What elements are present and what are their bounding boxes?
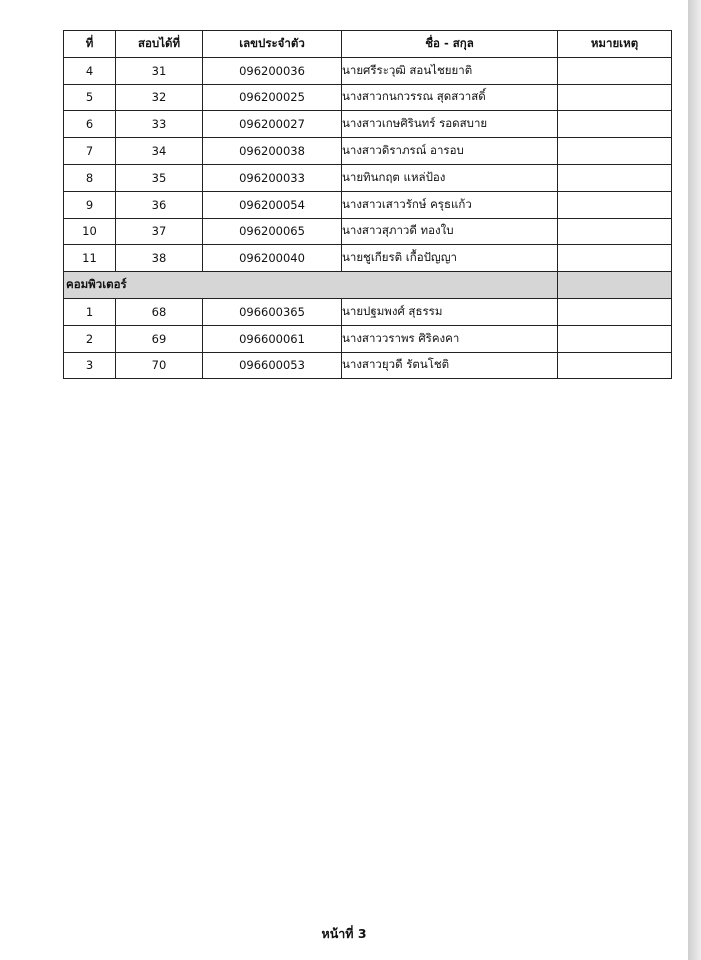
cell-no: 10 — [64, 218, 116, 245]
cell-note — [558, 325, 672, 352]
table-header-row — [64, 31, 672, 58]
cell-id: 096200033 — [203, 164, 342, 191]
table-row — [64, 57, 672, 84]
cell-rank: 36 — [116, 191, 203, 218]
cell-rank: 38 — [116, 245, 203, 272]
cell-no: 6 — [64, 111, 116, 138]
results-table — [63, 30, 672, 379]
section-label: คอมพิวเตอร์ — [64, 272, 558, 299]
cell-rank: 31 — [116, 57, 203, 84]
page-number: หน้าที่ 3 — [321, 926, 367, 941]
table-row — [64, 298, 672, 325]
table-row — [64, 191, 672, 218]
table-row — [64, 352, 672, 379]
cell-name: นางสาวดิราภรณ์ อารอบ — [342, 138, 558, 165]
cell-no: 3 — [64, 352, 116, 379]
cell-name: นางสาวยุวดี รัตนโชติ — [342, 352, 558, 379]
cell-rank: 34 — [116, 138, 203, 165]
cell-rank: 37 — [116, 218, 203, 245]
cell-no: 5 — [64, 84, 116, 111]
table-row — [64, 138, 672, 165]
table-row — [64, 164, 672, 191]
cell-note — [558, 298, 672, 325]
cell-name: นางสาวกนกวรรณ สุดสวาสดิ์ — [342, 84, 558, 111]
header-name: ชื่อ - สกุล — [342, 31, 558, 58]
cell-rank: 32 — [116, 84, 203, 111]
cell-note — [558, 352, 672, 379]
cell-no: 1 — [64, 298, 116, 325]
header-rank: สอบได้ที่ — [116, 31, 203, 58]
header-note: หมายเหตุ — [558, 31, 672, 58]
section-note-cell — [558, 272, 672, 299]
cell-no: 9 — [64, 191, 116, 218]
cell-id: 096200038 — [203, 138, 342, 165]
cell-rank: 68 — [116, 298, 203, 325]
cell-note — [558, 57, 672, 84]
cell-id: 096200054 — [203, 191, 342, 218]
cell-rank: 69 — [116, 325, 203, 352]
cell-no: 11 — [64, 245, 116, 272]
table-row — [64, 111, 672, 138]
cell-note — [558, 164, 672, 191]
cell-name: นางสาวเกษศิรินทร์ รอดสบาย — [342, 111, 558, 138]
cell-name: นายทินกฤต แหล่ป้อง — [342, 164, 558, 191]
cell-no: 2 — [64, 325, 116, 352]
cell-note — [558, 245, 672, 272]
cell-no: 7 — [64, 138, 116, 165]
section-header-row — [64, 272, 672, 299]
cell-no: 4 — [64, 57, 116, 84]
cell-id: 096600061 — [203, 325, 342, 352]
table-row — [64, 245, 672, 272]
cell-id: 096200040 — [203, 245, 342, 272]
cell-note — [558, 191, 672, 218]
cell-note — [558, 138, 672, 165]
cell-name: นายชูเกียรติ เกื้อปัญญา — [342, 245, 558, 272]
cell-note — [558, 218, 672, 245]
table-row — [64, 218, 672, 245]
table-row — [64, 84, 672, 111]
cell-note — [558, 111, 672, 138]
cell-id: 096600053 — [203, 352, 342, 379]
cell-name: นางสาวสุภาวดี ทองใบ — [342, 218, 558, 245]
cell-rank: 33 — [116, 111, 203, 138]
cell-no: 8 — [64, 164, 116, 191]
page-edge-shadow — [688, 0, 701, 960]
cell-name: นางสาววราพร ศิริคงคา — [342, 325, 558, 352]
table-row — [64, 325, 672, 352]
cell-name: นายปฐมพงศ์ สุธรรม — [342, 298, 558, 325]
cell-id: 096200027 — [203, 111, 342, 138]
cell-rank: 35 — [116, 164, 203, 191]
cell-id: 096600365 — [203, 298, 342, 325]
cell-id: 096200036 — [203, 57, 342, 84]
cell-id: 096200025 — [203, 84, 342, 111]
cell-note — [558, 84, 672, 111]
cell-name: นายศรีระวุฒิ สอนไชยยาติ — [342, 57, 558, 84]
cell-name: นางสาวเสาวรักษ์ ครุธแก้ว — [342, 191, 558, 218]
cell-id: 096200065 — [203, 218, 342, 245]
header-no: ที่ — [64, 31, 116, 58]
cell-rank: 70 — [116, 352, 203, 379]
header-id: เลขประจำตัว — [203, 31, 342, 58]
